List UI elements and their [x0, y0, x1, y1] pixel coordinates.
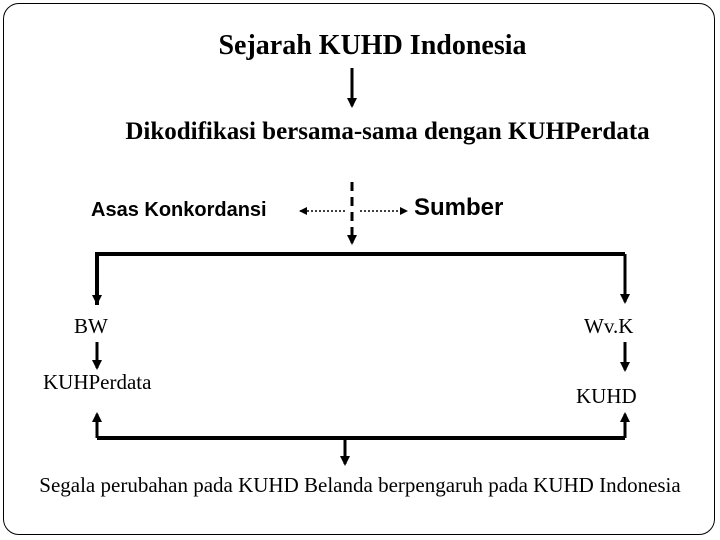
kuhperdata-node: KUHPerdata [43, 370, 152, 394]
diagram-title: Sejarah KUHD Indonesia [218, 30, 527, 61]
split-bracket [97, 254, 625, 305]
asas-konkordansi-label: Asas Konkordansi [91, 199, 267, 221]
bw-node: BW [74, 314, 108, 338]
sumber-label: Sumber [414, 194, 504, 221]
kuhd-node: KUHD [576, 384, 637, 408]
codified-node: Dikodifikasi bersama-sama dengan KUHPerdata [125, 118, 650, 145]
wvk-node: Wv.K [584, 314, 634, 338]
conclusion-text: Segala perubahan pada KUHD Belanda berpengaruh pada KUHD Indonesia [39, 473, 681, 497]
